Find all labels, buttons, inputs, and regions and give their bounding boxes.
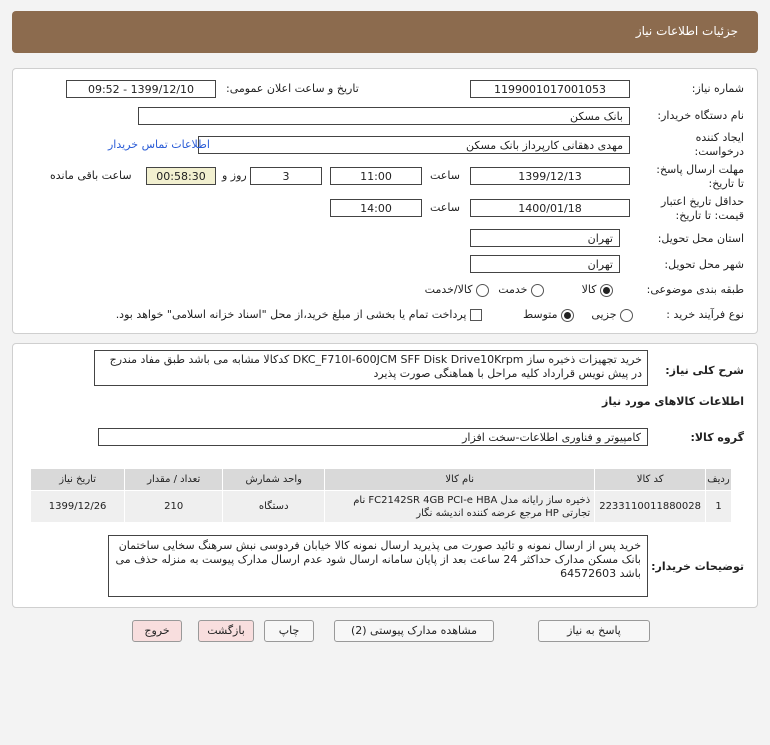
- treasury-payment-label: پرداخت تمام یا بخشی از مبلغ خرید،از محل "اسناد خزانه اسلامی" خواهد بود.: [115, 308, 467, 321]
- province-label: استان محل تحویل:: [657, 232, 744, 245]
- view-attachments-button[interactable]: مشاهده مدارک پیوستی (2): [334, 620, 494, 642]
- description-label: شرح کلی نیاز:: [665, 364, 744, 377]
- table-header-row: [31, 469, 732, 491]
- province-field: تهران: [470, 229, 620, 247]
- announce-label: تاریخ و ساعت اعلان عمومی:: [226, 82, 359, 95]
- category-goods-option[interactable]: [582, 283, 613, 297]
- days-label: روز و: [222, 169, 247, 182]
- category-service-option[interactable]: [498, 283, 544, 297]
- process-medium-option[interactable]: [523, 308, 574, 322]
- col-code: کد کالا: [595, 469, 706, 491]
- items-table: [30, 468, 732, 523]
- creator-field: مهدی دهقانی کارپرداز بانک مسکن: [198, 136, 630, 154]
- table-row: [31, 491, 732, 523]
- buyer-org-label: نام دستگاه خریدار:: [657, 109, 744, 122]
- col-name: نام کالا: [325, 469, 595, 491]
- category-label: طبقه بندی موضوعی:: [646, 283, 744, 296]
- contact-info-link[interactable]: اطلاعات تماس خریدار: [108, 138, 210, 151]
- category-goods-label: کالا: [581, 283, 597, 296]
- process-partial-label: جزیی: [591, 308, 617, 321]
- process-medium-label: متوسط: [522, 308, 558, 321]
- cell-code: 2233110011880028: [595, 491, 706, 523]
- reply-deadline-label: مهلت ارسال پاسخ: تا تاریخ:: [656, 163, 744, 190]
- reply-button[interactable]: پاسخ به نیاز: [538, 620, 650, 642]
- goods-group-label: گروه کالا:: [690, 431, 744, 444]
- validity-label: حداقل تاریخ اعتبار قیمت: تا تاریخ:: [660, 195, 744, 222]
- cell-date: 1399/12/26: [31, 491, 125, 523]
- treasury-payment-option[interactable]: [116, 308, 482, 321]
- process-partial-option[interactable]: [591, 308, 633, 322]
- cell-row: 1: [706, 491, 732, 523]
- radio-partial[interactable]: [620, 309, 633, 322]
- cell-unit: دستگاه: [223, 491, 325, 523]
- col-qty: تعداد / مقدار: [125, 469, 223, 491]
- radio-service[interactable]: [531, 284, 544, 297]
- radio-goods[interactable]: [600, 284, 613, 297]
- goods-group-field: کامپیوتر و فناوری اطلاعات-سخت افزار: [98, 428, 648, 446]
- col-date: تاریخ نیاز: [31, 469, 125, 491]
- page-header: [12, 11, 758, 53]
- remaining-label: ساعت باقی مانده: [50, 169, 132, 182]
- page-title: جزئیات اطلاعات نیاز: [635, 24, 738, 38]
- announce-field: 1399/12/10 - 09:52: [66, 80, 216, 98]
- reply-time-field: 11:00: [330, 167, 422, 185]
- col-unit: واحد شمارش: [223, 469, 325, 491]
- reply-date-field: 1399/12/13: [470, 167, 630, 185]
- category-service-label: خدمت: [498, 283, 528, 296]
- treasury-checkbox[interactable]: [470, 309, 482, 321]
- back-button[interactable]: بازگشت: [198, 620, 254, 642]
- reply-time-label: ساعت: [430, 169, 460, 182]
- buyer-org-field: بانک مسکن: [138, 107, 630, 125]
- category-goods-service-label: کالا/خدمت: [424, 283, 473, 296]
- cell-qty: 210: [125, 491, 223, 523]
- validity-time-field: 14:00: [330, 199, 422, 217]
- cell-name: ذخیره ساز رایانه مدل FC2142SR 4GB PCI-e HBA نام تجارتی HP مرجع عرضه کننده اندیشه نگار: [325, 491, 595, 523]
- exit-button[interactable]: خروج: [132, 620, 182, 642]
- goods-section-title: اطلاعات کالاهای مورد نیاز: [602, 395, 744, 408]
- remaining-time-field: 00:58:30: [146, 167, 216, 185]
- validity-date-field: 1400/01/18: [470, 199, 630, 217]
- city-field: تهران: [470, 255, 620, 273]
- city-label: شهر محل تحویل:: [664, 258, 744, 271]
- validity-time-label: ساعت: [430, 201, 460, 214]
- buyer-notes-label: توضیحات خریدار:: [651, 560, 744, 573]
- buyer-notes-field: خرید پس از ارسال نمونه و تائید صورت می پذیرید ارسال نمونه کالا خیابان فردوسی نبش سرهنگ سخایی ساختمان بانک مسکن مدارک حداکثر 24 ساعت بعد از پایان سامانه ارسال شود عدم ارسال مدارک پیوست به منزله حذف می باشد 64572603: [108, 535, 648, 597]
- days-field: 3: [250, 167, 322, 185]
- category-goods-service-option[interactable]: [425, 283, 489, 297]
- radio-goods-service[interactable]: [476, 284, 489, 297]
- print-button[interactable]: چاپ: [264, 620, 314, 642]
- creator-label: ایجاد کننده درخواست:: [694, 131, 744, 158]
- need-number-field: 1199001017001053: [470, 80, 630, 98]
- need-number-label: شماره نیاز:: [691, 82, 744, 95]
- radio-medium[interactable]: [561, 309, 574, 322]
- description-field: خرید تجهیزات ذخیره ساز DKC_F710I-600JCM SFF Disk Drive10Krpm کدکالا مشابه می باشد طبق مفاد مندرج در پیش نویس قرارداد کلیه مراحل با هماهنگی صورت پذیرد: [94, 350, 648, 386]
- col-row: ردیف: [706, 469, 732, 491]
- process-label: نوع فرآیند خرید :: [666, 308, 744, 321]
